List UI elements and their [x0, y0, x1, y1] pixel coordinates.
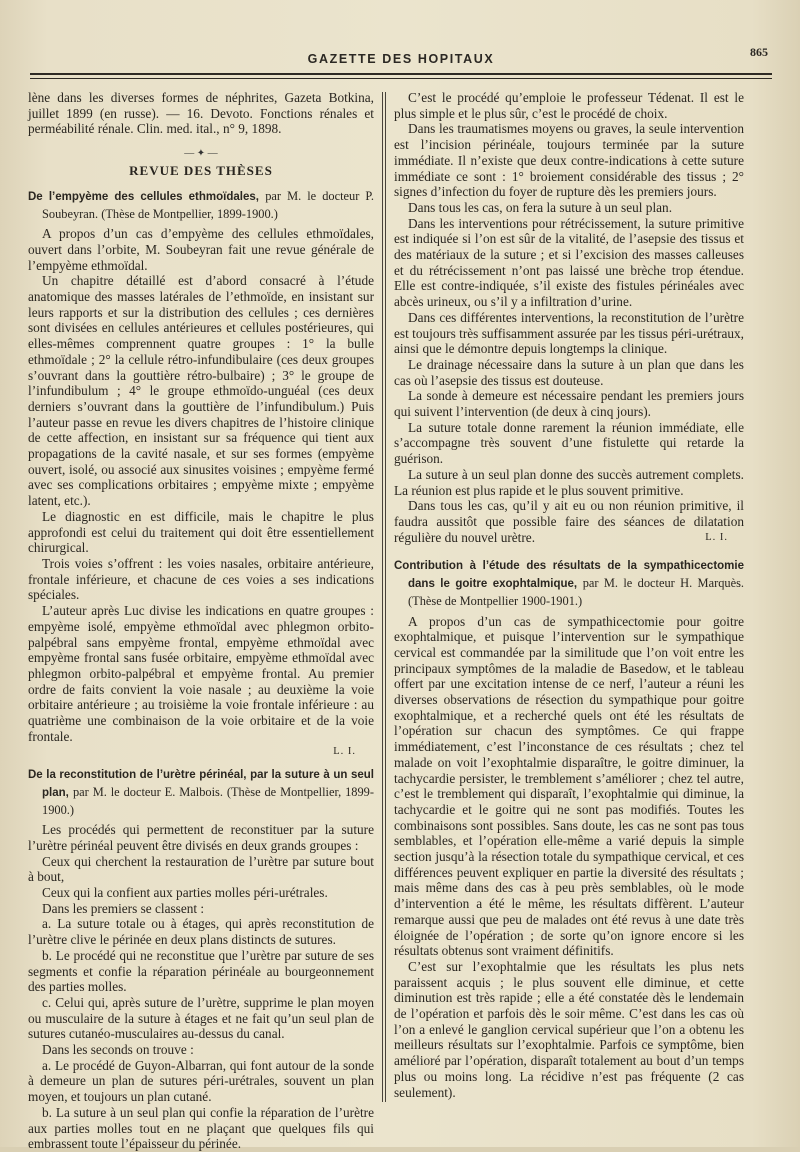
paragraph: Dans tous les cas, on fera la suture à un seul plan.	[408, 199, 673, 215]
intro-line: perméabilité rénale. Clin. med. ital., n° 9, 1898.	[28, 121, 282, 137]
review-title: De la reconstitution de l’urètre périnéal, par la suture à un seul plan,	[28, 769, 374, 799]
paragraph: A propos d’un cas d’empyème des cellules ethmoïdales, ouvert dans l’orbite, M. Soubeyran fait une revue générale de l’empyème ethmoïdal.	[28, 226, 374, 273]
intro-line: juillet 1899 (en russe). — 16. Devoto. Fonctions rénales et	[28, 105, 374, 121]
paragraph: Dans ces différentes interventions, la reconstitution de l’urètre est toujours très suffisamment assurée par les tissus péri-urétraux, ainsi que le démontre depuis longtemps la clinique.	[394, 309, 744, 357]
left-column	[28, 90, 374, 1152]
review-meta: par M. le docteur H. Marquès. (Thèse de Montpellier 1900-1901.)	[408, 576, 744, 608]
paragraph: Ceux qui la confient aux parties molles péri-urétrales.	[42, 885, 328, 901]
paragraph: Le diagnostic en est difficile, mais le chapitre le plus approfondi est celui du traitement qui doit être essentiellement chirurgical.	[28, 508, 374, 556]
paragraph: La suture totale donne rarement la réunion immédiate, elle s’accompagne très souvent d’une fistulette qui retarde la guérison.	[394, 419, 744, 467]
paragraph: La sonde à demeure est nécessaire pendant les premiers jours qui suivent l’intervention (de deux à cinq jours).	[394, 388, 744, 420]
column-divider-double	[385, 92, 386, 1102]
paragraph: Dans les premiers se classent :	[42, 900, 205, 916]
paragraph: L’auteur après Luc divise les indications en quatre groupes : empyème isolé, empyème ethmoïdal avec phlegmon orbito-palpébral sans empyème frontal, empyème ethmoïdal avec empyème frontal sans fusée orbitaire, empyème ethmoïdal avec phlegmon orbito-palpébral et empyème frontal. Au premier ordre de faits convient la voie nasale ; au deuxième la voie orbitaire antérieure ; au troisième la voie frontale inférieure : au quatrième une combinaison de la voie orbitaire et de la voie frontale.	[28, 603, 374, 744]
paragraph: b. La suture à un seul plan qui confie la réparation de l’urètre aux parties molles tout en ne plaçant que quelques fils qui embrassent toute l’épaisseur du périnée.	[28, 1104, 374, 1152]
paragraph	[394, 498, 744, 545]
review-heading	[394, 557, 744, 609]
paragraph: c. Celui qui, après suture de l’urètre, supprime le plan moyen ou musculaire de la suture à étages et ne fait qu’un seul plan de sutures cutanéo-musculaires au-dessus du canal.	[28, 994, 374, 1042]
paragraph: a. La suture totale ou à étages, qui après reconstitution de l’urètre clive le périnée en deux plans distincts de sutures.	[28, 916, 374, 948]
paragraph: a. Le procédé de Guyon-Albarran, qui font autour de la sonde à demeure un plan de sutures péri-urétrales, souvent un plan moyen, et toujours un plan cutané.	[28, 1057, 374, 1105]
paragraph: La suture à un seul plan donne des succès autrement complets. La réunion est plus rapide et le plus souvent primitive.	[394, 466, 744, 498]
paragraph: Le drainage nécessaire dans la suture à un plan que dans les cas où l’asepsie des tissus est douteuse.	[394, 356, 744, 388]
section-title: REVUE DES THÈSES	[129, 163, 273, 179]
header-rule-thin	[30, 78, 772, 79]
section-ornament: — ✦ —	[184, 148, 218, 160]
paragraph: Les procédés qui permettent de reconstituer par la suture l’urètre périnéal peuvent être divisés en deux grands groupes :	[28, 822, 374, 853]
review-title: De l’empyème des cellules ethmoïdales,	[28, 190, 259, 203]
paragraph: Dans les traumatismes moyens ou graves, la seule intervention est l’incision périnéale, toujours terminée par la suture immédiate. Il n’existe que deux contre-indications à cette suture immédiate ce sont : 1° broiement considérable des tissus ; 2° signes d’infection du foyer de rupture dès les premiers jours.	[394, 121, 744, 200]
paragraph: Un chapitre détaillé est d’abord consacré à l’étude anatomique des masses latérales de l’ethmoïde, en insistant sur leurs rapports et sur la distribution des cellules ; ces dernières sont divisées en cellules antérieures et cellules postérieures, qui elles-mêmes comprennent quatre groupes : 1° la bulle ethmoïdale ; 2° la cellule rétro-infundibulaire (ces deux groupes s’ouvrant dans la gouttière rétro-bulbaire) ; 3° le groupe de l’infundibulum ; 4° le groupe ethmoïdo-unguéal (ces deux derniers s’ouvrant dans la gouttière de l’infundibulum.) Puis l’auteur passe en revue les divers chapitres de l’histoire clinique de cette affection, en insistant sur sa fréquence qui tient aux propagations de la cavité nasale, et sur ses formes (empyème ouvert, isolé, ou associé aux sinusites voisines ; empyème fermé avec ses complications orbitaires ; empyème mixte ; empyème latent, etc.).	[28, 273, 374, 509]
signature: L. I.	[705, 531, 728, 543]
review-meta: par M. le docteur P. Soubeyran. (Thèse de Montpellier, 1899-1900.)	[42, 188, 374, 221]
paragraph: b. Le procédé qui ne reconstitue que l’urètre par suture de ses segments et confie la réparation périnéale au bourgeonnement des parties molles.	[28, 947, 374, 995]
paragraph: Trois voies s’offrent : les voies nasales, orbitaire antérieure, frontale inférieure, et chacune de ces voies a ses indications spéciales.	[28, 555, 374, 603]
journal-title: GAZETTE DES HOPITAUX	[307, 52, 495, 66]
paragraph-text: Dans tous les cas, qu’il y ait eu ou non réunion primitive, il faudra aussitôt que possible faire des séances de dilatation régulière du nouvel urètre.	[394, 498, 744, 545]
paragraph: C’est sur l’exophtalmie que les résultats les plus nets paraissent acquis ; le plus souvent elle diminue, et cette diminution est très rapide ; elle a été constatée dès le lendemain de l’opération et parfois dès le soir même. C’est dans les cas où l’on a enlevé le ganglion cervical supérieur que l’on a obtenu les meilleurs résultats sur l’exophtalmie. Parfois ce symptôme, bien amélioré par l’opération, disparaît totalement au bout d’un temps plus ou moins long. La récidive n’est pas fréquente (2 cas seulement).	[394, 958, 744, 1100]
review-heading	[28, 188, 374, 222]
right-column	[394, 90, 744, 1100]
paragraph: Dans les interventions pour rétrécissement, la suture primitive est indiquée si l’on est sûr de la vitalité, de l’asepsie des tissus et des matériaux de la suture ; et si l’excision des masses calleuses et du rétrécissement n’ont pas laissé une brèche trop étendue. Elle est contre-indiquée, s’il existe des fistules périnéales avec abcès urineux, ou s’il y a infiltration d’urine.	[394, 215, 744, 310]
review-title: Contribution à l’étude des résultats de la sympathicectomie dans le goitre exophtalmique,	[394, 560, 744, 591]
signature: L. I.	[333, 746, 356, 758]
paragraph: A propos d’un cas de sympathicectomie pour goitre exophtalmique, et puisque l’intervention sur le sympathique cervical est commandée par la similitude que l’on voit entre les principaux symptômes de la maladie de Basedow, et le tableau offert par une excitation intense de ce nerf, l’auteur a réuni les diverses observations de résection du sympathique pour goitre exophtalmique, et a recherché quels ont été les résultats de l’opération sur chacun des symptômes. Ce qui frappe immédiatement, c’est l’inconstance de ces résultats ; chez tel malade on voit l’exophtalmie disparaître, le goitre diminuer, la tachycardie persister, le tremblement s’améliorer ; chez tel autre, c’est le tremblement qui disparaît, l’exophtalmie qui diminue, la tachycardie et le goitre qui ne sont pas modifiés. Toutes les combinaisons sont possibles. Sans doute, les cas ne sont pas tous semblables, et l’opération elle-même a varié depuis la simple section jusqu’à la résection totale du sympathique cervical, et ces différences peuvent expliquer en partie la diversité des résultats ; mais même dans des cas à peu près semblables, où le mode d’intervention a été le même, les résultats diffèrent. L’auteur remarque aussi que peu de malades ont été revus à une date très éloignée de l’opération ; de sorte qu’on ignore encore si les résultats obtenus sont vraiment définitifs.	[394, 613, 744, 959]
page-header	[30, 40, 772, 88]
column-divider	[382, 92, 383, 1102]
intro-line: lène dans les diverses formes de néphrites, Gazeta Botkina,	[28, 90, 374, 105]
review-meta: par M. le docteur E. Malbois. (Thèse de Montpellier, 1899-1900.)	[42, 784, 374, 817]
paragraph: Ceux qui cherchent la restauration de l’urètre par suture bout à bout,	[28, 853, 374, 885]
header-rule	[30, 73, 772, 75]
paragraph: C’est le procédé qu’emploie le professeur Tédenat. Il est le plus simple et le plus sûr, c’est le procédé de choix.	[394, 90, 744, 121]
intro-text	[28, 90, 374, 137]
review-heading	[28, 766, 374, 818]
page-number: 865	[750, 45, 768, 59]
paragraph: Dans les seconds on trouve :	[42, 1042, 194, 1058]
